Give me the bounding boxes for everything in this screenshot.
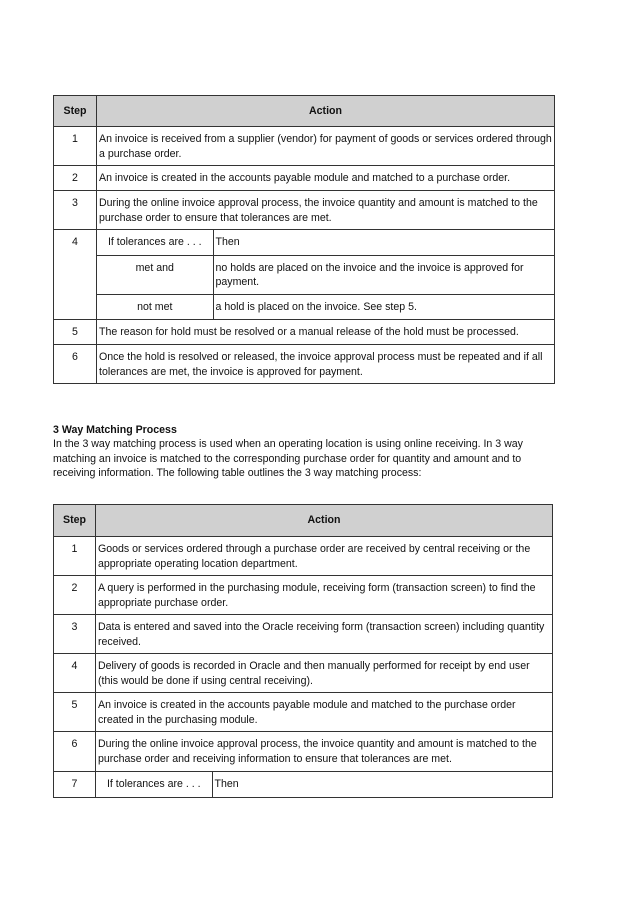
result-header: Then: [213, 230, 554, 255]
table-row: [54, 345, 555, 384]
result: a hold is placed on the invoice. See step 5.: [215, 300, 417, 313]
step-action: An invoice is created in the accounts payable module and matched to a purchase order.: [97, 166, 555, 191]
table-row: [54, 230, 555, 320]
step-action: Goods or services ordered through a purchase order are received by central receiving or the appropriate operating location department.: [96, 537, 553, 576]
step-number: 2: [54, 166, 97, 191]
section-paragraph: In the 3 way matching process is used when an operating location is using online receiving. In 3 way matching an invoice is matched to the corresponding purchase order for quantity and amount and to receiving information. The following table outlines the 3 way matching process:: [53, 438, 523, 479]
condition: not met: [97, 294, 213, 319]
table-row: [54, 320, 555, 345]
two-way-matching-table: [53, 95, 555, 384]
step-number: 3: [54, 191, 97, 230]
header-action: Action: [97, 96, 555, 127]
result: no holds are placed on the invoice and the invoice is approved for payment.: [213, 255, 554, 294]
step-action: The reason for hold must be resolved or a manual release of the hold must be processed.: [97, 320, 555, 345]
condition-header: If tolerances are . . .: [97, 230, 213, 255]
table-row: [54, 576, 553, 615]
step-action: Delivery of goods is recorded in Oracle and then manually performed for receipt by end user (this would be done if using central receiving).: [96, 654, 553, 693]
header-step: Step: [54, 96, 97, 127]
step-number: 7: [54, 772, 96, 798]
table-row: [54, 191, 555, 230]
step-number: 2: [54, 576, 96, 615]
section-heading: 3 Way Matching Process: [53, 424, 177, 436]
step-number: 3: [54, 615, 96, 654]
table-row: [54, 693, 553, 732]
three-way-matching-section: [53, 423, 563, 480]
header-action: Action: [96, 505, 553, 537]
step-action: An invoice is created in the accounts payable module and matched to the purchase order created in the purchasing module.: [96, 693, 553, 732]
step-action: Data is entered and saved into the Oracle receiving form (transaction screen) including quantity received.: [96, 615, 553, 654]
step-action: Once the hold is resolved or released, the invoice approval process must be repeated and if all tolerances are met, the invoice is approved for payment.: [97, 345, 555, 384]
step-action: During the online invoice approval process, the invoice quantity and amount is matched to the purchase order to ensure that tolerances are met.: [97, 191, 555, 230]
condition: met and: [97, 255, 213, 294]
step-number: 4: [54, 230, 97, 320]
step-number: 6: [54, 732, 96, 772]
tolerance-subtable: [97, 230, 554, 319]
condition-header: If tolerances are . . .: [96, 772, 212, 797]
three-way-matching-table: [53, 504, 553, 798]
table-row: [54, 654, 553, 693]
step-number: 1: [54, 127, 97, 166]
step-number: 5: [54, 320, 97, 345]
table-row: [54, 772, 553, 798]
step-number: 6: [54, 345, 97, 384]
step-action: An invoice is received from a supplier (vendor) for payment of goods or services ordered through a purchase order.: [97, 127, 555, 166]
table-row: [54, 537, 553, 576]
result-header: Then: [214, 778, 239, 790]
table-row: [54, 732, 553, 772]
table-row: [54, 127, 555, 166]
table-row: [54, 166, 555, 191]
step-number: 1: [54, 537, 96, 576]
step-number: 5: [54, 693, 96, 732]
table-row: [54, 615, 553, 654]
step-action: During the online invoice approval process, the invoice quantity and amount is matched to the purchase order and receiving information to ensure that tolerances are met.: [96, 732, 553, 772]
tolerance-subtable-cell: [97, 230, 555, 320]
tolerance-subtable-cell: [96, 772, 553, 798]
step-action: A query is performed in the purchasing module, receiving form (transaction screen) to find the appropriate purchase order.: [96, 576, 553, 615]
header-step: Step: [54, 505, 96, 537]
tolerance-subtable: [96, 772, 552, 797]
step-number: 4: [54, 654, 96, 693]
